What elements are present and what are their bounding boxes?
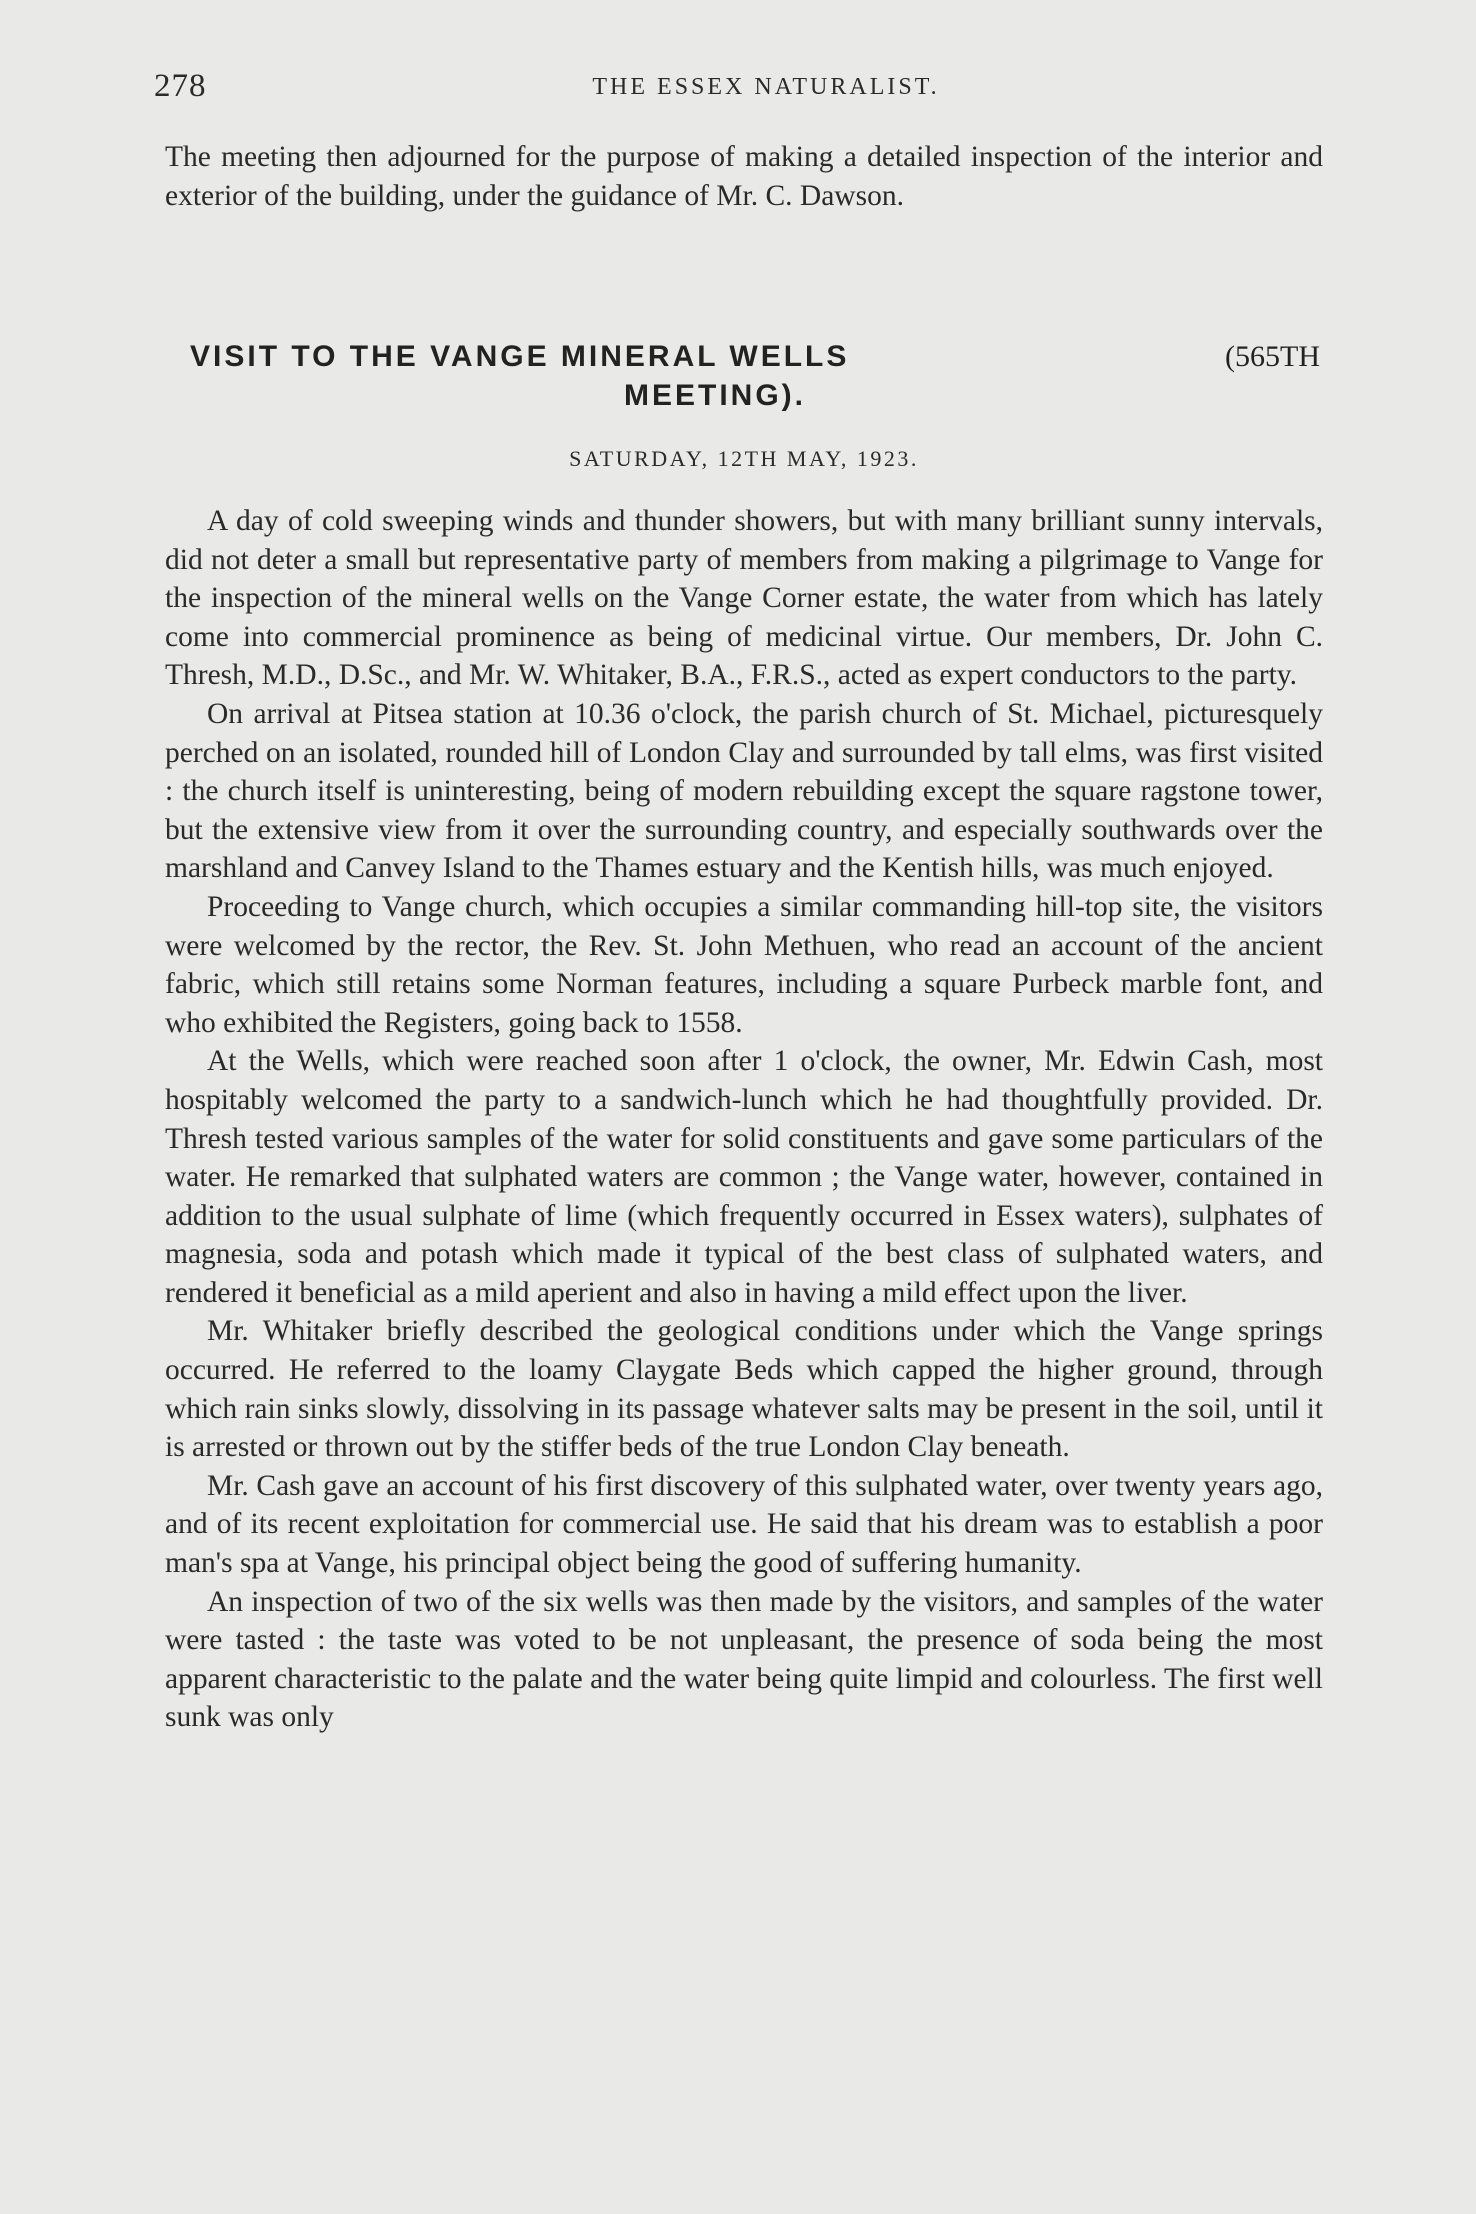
intro-section [165,138,1323,215]
article-paragraph: Proceeding to Vange church, which occupies a similar commanding hill-top site, the visitors were welcomed by the rector, the Rev. St. John Methuen, who read an account of the ancient fabric, which still retains some Norman features, including a square Purbeck marble font, and who exhibited the Registers, going back to 1558. [165,890,1323,1039]
page-number: 278 [154,68,207,104]
running-head [150,64,1322,114]
article-title-meeting-number: (565TH [1225,340,1320,373]
article-paragraph: A day of cold sweeping winds and thunder showers, but with many brilliant sunny intervals, did not deter a small but representative party of members from making a pilgrimage to Vange for the inspection of the mineral wells on the Vange Corner estate, the water from which has lately come into commercial prominence as being of medicinal virtue. Our members, Dr. John C. Thresh, M.D., D.Sc., and Mr. W. Whitaker, B.A., F.R.S., acted as expert conductors to the party. [165,505,1323,692]
journal-title: THE ESSEX NATURALIST. [592,74,940,100]
meeting-date: SATURDAY, 12TH MAY, 1923. [569,446,919,471]
article-paragraph: Mr. Whitaker briefly described the geological conditions under which the Vange springs occurred. He referred to the loamy Claygate Beds which capped the higher ground, through which rain sinks slowly, dissolving in its passage whatever salts may be present in the soil, until it is arrested or thrown out by the stiffer beds of the true London Clay beneath. [165,1315,1323,1464]
article-paragraph: On arrival at Pitsea station at 10.36 o'clock, the parish church of St. Michael, picturesquely perched on an isolated, rounded hill of London Clay and surrounded by tall elms, was first visited : the church itself is uninteresting, being of modern rebuilding except the square ragstone tower, but the extensive view from it over the surrounding country, and especially southwards over the marshland and Canvey Island to the Thames estuary and the Kentish hills, was much enjoyed. [165,697,1323,885]
article-title-line-1 [190,337,1320,376]
article-title-line-2: MEETING). [624,379,806,412]
article-title-main: VISIT TO THE VANGE MINERAL WELLS [190,340,850,373]
article-paragraph: Mr. Cash gave an account of his first discovery of this sulphated water, over twenty years ago, and of its recent exploitation for commercial use. He said that his dream was to establish a poor man's spa at Vange, his principal object being the good of suffering humanity. [165,1469,1323,1580]
article-paragraph: An inspection of two of the six wells was then made by the visitors, and samples of the water were tasted : the taste was voted to be not unpleasant, the presence of soda being the most apparent characteristic to the palate and the water being quite limpid and colourless. The first well sunk was only [165,1585,1323,1734]
article-body [165,502,1323,1737]
intro-paragraph: The meeting then adjourned for the purpose of making a detailed inspection of the interior and exterior of the building, under the guidance of Mr. C. Dawson. [165,141,1323,212]
article-title [190,337,1320,415]
article-paragraph: At the Wells, which were reached soon after 1 o'clock, the owner, Mr. Edwin Cash, most hospitably welcomed the party to a sandwich-lunch which he had thoughtfully provided. Dr. Thresh tested various samples of the water for solid constituents and gave some particulars of the water. He remarked that sulphated waters are common ; the Vange water, however, contained in addition to the usual sulphate of lime (which frequently occurred in Essex waters), sulphates of magnesia, soda and potash which made it typical of the best class of sulphated waters, and rendered it beneficial as a mild aperient and also in having a mild effect upon the liver. [165,1045,1323,1309]
